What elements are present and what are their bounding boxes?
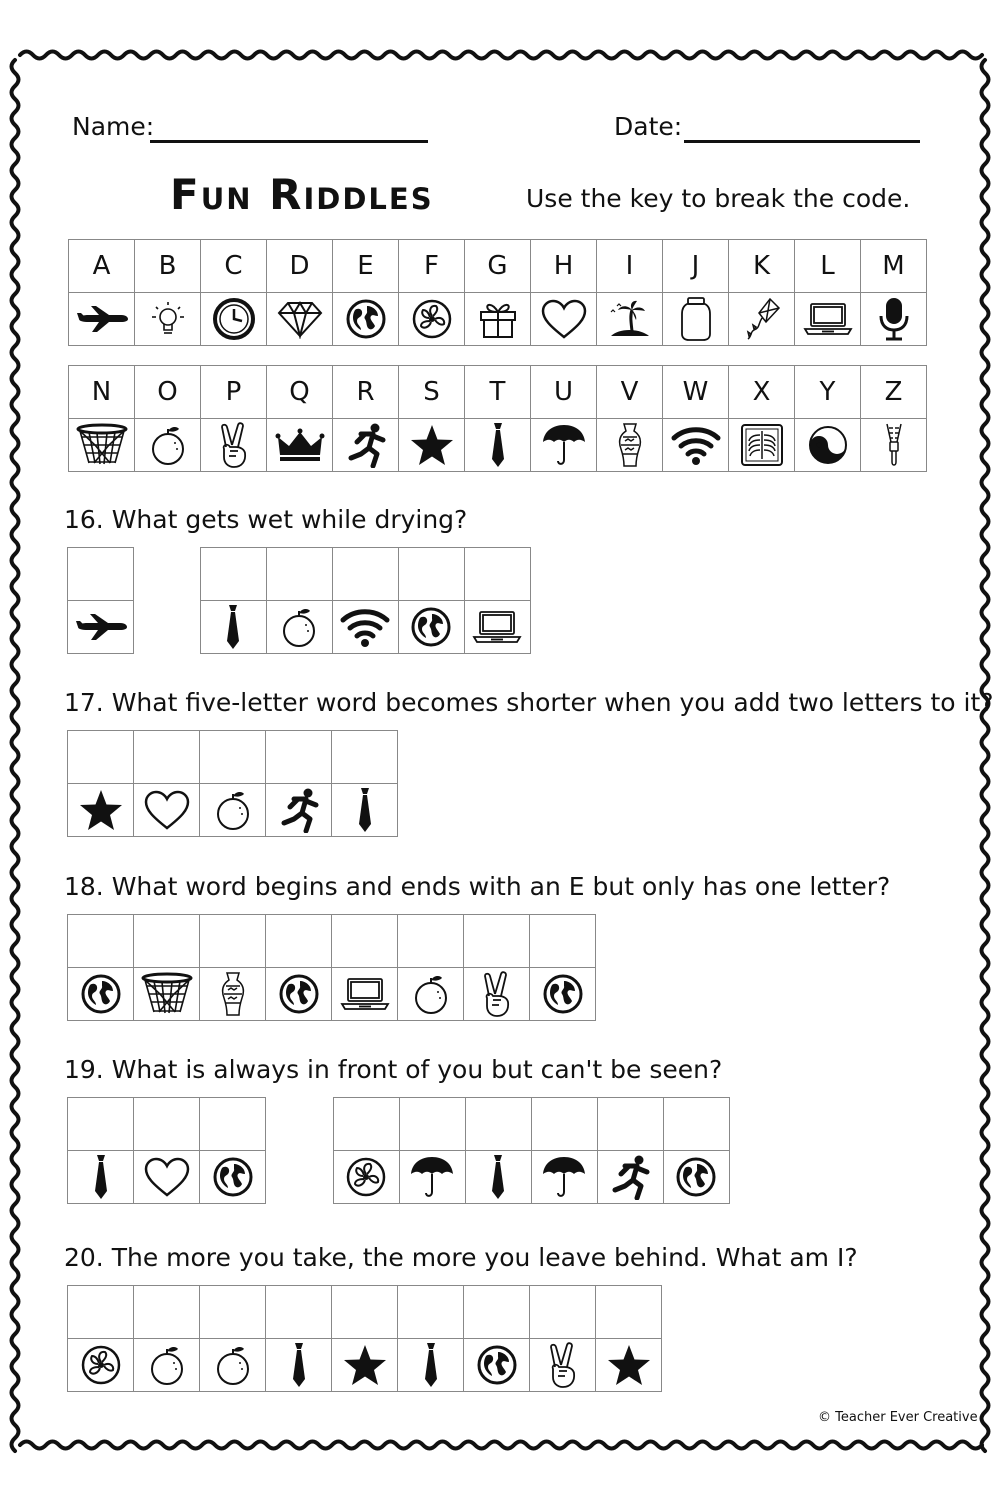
code-symbol-cell [597,1151,663,1204]
answer-letter-box[interactable] [332,548,398,601]
answer-word-grid [333,1097,730,1204]
code-symbol-cell [398,1339,464,1392]
answer-letter-box[interactable] [68,915,134,968]
code-symbol-cell [332,1339,398,1392]
umbrella-icon [531,422,596,468]
answer-word-grid [67,730,398,837]
star-icon [596,1343,661,1387]
key-symbol [729,293,795,346]
code-symbol-cell [333,1151,399,1204]
key-symbol [201,293,267,346]
code-symbol-cell [531,1151,597,1204]
answer-letter-box[interactable] [465,1098,531,1151]
riddle-question: 18. What word begins and ends with an E but only has one letter? [64,872,891,901]
key-letter: Q [267,366,333,419]
key-symbol [399,293,465,346]
key-symbol [69,419,135,472]
key-symbol [399,419,465,472]
fan-icon [399,298,464,340]
key-symbol [267,293,333,346]
code-symbol-cell [68,784,134,837]
answer-letter-box[interactable] [200,1286,266,1339]
key-symbol [861,293,927,346]
key-symbol [135,293,201,346]
laptop-icon [332,976,397,1012]
answer-letter-box[interactable] [464,1286,530,1339]
answer-letter-box[interactable] [596,1286,662,1339]
code-symbol-cell [398,968,464,1021]
riddle-question: 19. What is always in front of you but can't be seen? [64,1055,723,1084]
key-letter: C [201,240,267,293]
key-symbol [465,419,531,472]
key-letter: M [861,240,927,293]
key-letter: O [135,366,201,419]
code-symbol-cell [134,1151,200,1204]
runner-icon [266,787,331,833]
vase-icon [200,970,265,1018]
answer-word-grid [200,547,531,654]
answer-letter-box[interactable] [200,1098,266,1151]
code-symbol-cell [200,784,266,837]
code-symbol-cell [530,968,596,1021]
earth-icon [68,973,133,1015]
tie-icon [465,421,530,469]
key-letter: U [531,366,597,419]
code-symbol-cell [134,968,200,1021]
answer-letter-box[interactable] [663,1098,729,1151]
code-symbol-cell [200,1151,266,1204]
name-field[interactable] [150,140,428,143]
key-letter: R [333,366,399,419]
key-letter: K [729,240,795,293]
key-letter: F [399,240,465,293]
star-icon [399,423,464,467]
answer-letter-box[interactable] [68,1098,134,1151]
microphone-icon [861,296,926,342]
code-symbol-cell [68,968,134,1021]
answer-word-grid [67,914,596,1021]
key-letter: J [663,240,729,293]
wavy-border-edge [982,60,989,1451]
key-symbol [531,419,597,472]
answer-letter-box[interactable] [398,548,464,601]
name-label: Name: [72,112,155,141]
code-symbol-cell [530,1339,596,1392]
instruction-text: Use the key to break the code. [526,184,911,213]
key-symbol [135,419,201,472]
riddle-question: 16. What gets wet while drying? [64,505,468,534]
orange-icon [267,605,332,649]
key-letter: Y [795,366,861,419]
code-symbol-cell [200,968,266,1021]
answer-letter-box[interactable] [266,731,332,784]
runner-icon [598,1154,663,1200]
wavy-border-edge [12,60,19,1451]
key-letter: H [531,240,597,293]
orange-icon [134,1343,199,1387]
answer-letter-box[interactable] [332,915,398,968]
heart-icon [134,789,199,831]
key-letter: G [465,240,531,293]
key-symbol [663,419,729,472]
key-symbol [597,419,663,472]
page-title: Fun Riddles [170,170,434,219]
answer-letter-box[interactable] [134,915,200,968]
code-symbol-cell [68,1151,134,1204]
net-icon [134,972,199,1016]
code-symbol-cell [332,784,398,837]
heart-icon [531,298,596,340]
tie-icon [266,1341,331,1389]
key-symbol [795,293,861,346]
laptop-icon [795,301,860,337]
key-letter: T [465,366,531,419]
diamond-icon [267,299,332,339]
date-label: Date: [614,112,683,141]
heart-icon [134,1156,199,1198]
answer-letter-box[interactable] [68,548,134,601]
key-letter: L [795,240,861,293]
key-symbol [795,419,861,472]
key-symbol [729,419,795,472]
key-letter: W [663,366,729,419]
yin-yang-icon [795,424,860,466]
code-symbol-cell [465,1151,531,1204]
jar-icon [663,296,728,342]
key-letter: P [201,366,267,419]
answer-letter-box[interactable] [134,1098,200,1151]
key-symbol [333,293,399,346]
answer-word-grid [67,547,134,654]
key-letter: E [333,240,399,293]
tie-icon [68,1153,133,1201]
key-letter: I [597,240,663,293]
peace-hand-icon [201,421,266,469]
key-letter: A [69,240,135,293]
zipper-icon [861,422,926,468]
key-letter: X [729,366,795,419]
code-symbol-cell [200,1339,266,1392]
peace-hand-icon [464,970,529,1018]
gift-icon [465,298,530,340]
orange-icon [200,788,265,832]
earth-icon [530,973,595,1015]
answer-letter-box[interactable] [200,548,266,601]
answer-word-grid [67,1285,662,1392]
code-symbol-cell [332,968,398,1021]
key-symbol [663,293,729,346]
key-letter: B [135,240,201,293]
code-symbol-cell [200,601,266,654]
code-symbol-cell [464,1339,530,1392]
key-letter: S [399,366,465,419]
answer-word-grid [67,1097,266,1204]
peace-hand-icon [530,1341,595,1389]
answer-letter-box[interactable] [399,1098,465,1151]
riddle-question: 20. The more you take, the more you leave behind. What am I? [64,1243,858,1272]
date-field[interactable] [684,140,920,143]
earth-icon [266,973,331,1015]
tie-icon [466,1153,531,1201]
orange-icon [200,1343,265,1387]
answer-letter-box[interactable] [266,915,332,968]
key-symbol [267,419,333,472]
code-symbol-cell [398,601,464,654]
code-symbol-cell [399,1151,465,1204]
star-icon [332,1343,397,1387]
queen-crown-icon [267,427,332,463]
earth-icon [664,1156,729,1198]
answer-letter-box[interactable] [68,1286,134,1339]
code-symbol-cell [134,784,200,837]
answer-letter-box[interactable] [266,548,332,601]
code-symbol-cell [68,1339,134,1392]
code-symbol-cell [464,601,530,654]
vase-icon [597,421,662,469]
key-letter: N [69,366,135,419]
wavy-border-edge [20,1442,982,1449]
key-symbol [69,293,135,346]
code-symbol-cell [134,1339,200,1392]
net-icon [69,423,134,467]
key-symbol [333,419,399,472]
key-letter: V [597,366,663,419]
earth-icon [464,1344,529,1386]
orange-icon [135,423,200,467]
answer-letter-box[interactable] [530,915,596,968]
code-symbol-cell [266,784,332,837]
wifi-icon [663,424,728,466]
key-symbol [597,293,663,346]
answer-letter-box[interactable] [266,1286,332,1339]
answer-letter-box[interactable] [134,1286,200,1339]
kite-icon [729,296,794,342]
code-key-table-a-m [68,239,927,346]
key-letter: Z [861,366,927,419]
answer-letter-box[interactable] [530,1286,596,1339]
copyright-text: © Teacher Ever Creative [818,1410,978,1425]
answer-letter-box[interactable] [597,1098,663,1151]
orange-icon [398,972,463,1016]
tie-icon [201,603,266,651]
code-symbol-cell [464,968,530,1021]
answer-letter-box[interactable] [464,548,530,601]
wavy-border-edge [20,52,982,59]
key-letter: D [267,240,333,293]
wifi-icon [333,606,398,648]
xray-icon [729,423,794,467]
fan-icon [68,1344,133,1386]
tie-icon [398,1341,463,1389]
answer-letter-box[interactable] [464,915,530,968]
code-symbol-cell [663,1151,729,1204]
code-symbol-cell [266,1339,332,1392]
answer-letter-box[interactable] [200,915,266,968]
key-symbol [861,419,927,472]
lightbulb-icon [135,299,200,339]
answer-letter-box[interactable] [531,1098,597,1151]
answer-letter-box[interactable] [398,915,464,968]
fan-icon [334,1156,399,1198]
key-symbol [201,419,267,472]
earth-icon [399,606,464,648]
answer-letter-box[interactable] [68,731,134,784]
answer-letter-box[interactable] [134,731,200,784]
runner-icon [333,422,398,468]
riddle-question: 17. What five-letter word becomes shorter when you add two letters to it? [64,688,994,717]
code-symbol-cell [332,601,398,654]
answer-letter-box[interactable] [398,1286,464,1339]
earth-icon [333,298,398,340]
key-symbol [531,293,597,346]
code-symbol-cell [266,601,332,654]
airplane-icon [68,612,133,642]
umbrella-icon [400,1154,465,1200]
answer-letter-box[interactable] [332,1286,398,1339]
code-symbol-cell [596,1339,662,1392]
key-symbol [465,293,531,346]
clock-icon [201,297,266,341]
island-icon [597,298,662,340]
laptop-icon [465,609,530,645]
star-icon [68,788,133,832]
umbrella-icon [532,1154,597,1200]
code-symbol-cell [266,968,332,1021]
answer-letter-box[interactable] [333,1098,399,1151]
answer-letter-box[interactable] [200,731,266,784]
tie-icon [332,786,397,834]
airplane-icon [69,304,134,334]
code-key-table-n-z [68,365,927,472]
earth-icon [200,1156,265,1198]
answer-letter-box[interactable] [332,731,398,784]
code-symbol-cell [68,601,134,654]
